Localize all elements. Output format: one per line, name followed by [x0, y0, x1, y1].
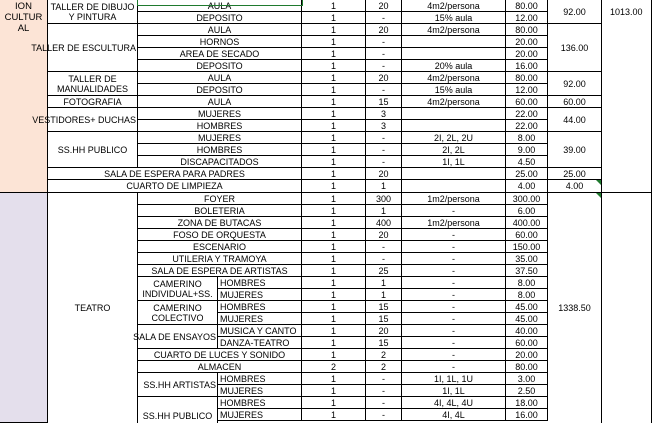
cell-area[interactable]: 400.00: [506, 217, 548, 229]
cell-area[interactable]: 18.00: [506, 397, 548, 409]
cell-capacidad[interactable]: 400: [366, 217, 402, 229]
cell-area[interactable]: 80.00: [506, 0, 548, 12]
cell-cantidad[interactable]: 1: [302, 60, 366, 72]
cell-area[interactable]: 45.00: [506, 313, 548, 325]
cell-ambiente[interactable]: AULA: [138, 96, 302, 108]
cell-area[interactable]: 8.00: [506, 289, 548, 301]
cell-cantidad[interactable]: 1: [302, 36, 366, 48]
cell-capacidad[interactable]: 20: [366, 168, 402, 180]
cell-capacidad[interactable]: -: [366, 241, 402, 253]
cell-area[interactable]: 80.00: [506, 361, 548, 373]
cell-cantidad[interactable]: 1: [302, 120, 366, 132]
cell-area[interactable]: 4.50: [506, 156, 548, 168]
cell-area[interactable]: 8.00: [506, 277, 548, 289]
group-cell-vestidores[interactable]: [32, 108, 138, 132]
cell-ambiente[interactable]: AULA: [138, 72, 302, 84]
cell-category-subtotal-teatro[interactable]: 1338.50: [548, 193, 602, 423]
cell-cantidad[interactable]: 1: [302, 96, 366, 108]
cell-area[interactable]: 150.00: [506, 241, 548, 253]
cell-area[interactable]: 6.00: [506, 205, 548, 217]
cell-cantidad[interactable]: 1: [302, 132, 366, 144]
cell-area[interactable]: 80.00: [506, 72, 548, 84]
group-label: SALA DE ENSAYOS: [133, 331, 216, 342]
group-label: SS.HH ARTISTAS: [143, 379, 216, 390]
cell-area[interactable]: 16.00: [506, 409, 548, 421]
cell-indice[interactable]: 4I, 4L, 4U: [402, 397, 506, 409]
cell-cantidad[interactable]: 1: [302, 12, 366, 24]
cell-capacidad[interactable]: -: [366, 84, 402, 96]
cell-cantidad[interactable]: 1: [302, 301, 366, 313]
group-cell-escultura[interactable]: [31, 24, 138, 72]
group-cell-fotografia[interactable]: FOTOGRAFIA: [48, 96, 138, 108]
cell-indice[interactable]: [402, 36, 506, 48]
group-cell-sala-ensayos[interactable]: [133, 325, 218, 349]
cell-indice[interactable]: 20% aula: [402, 60, 506, 72]
category-label: TEATRO: [74, 303, 111, 313]
cell-indice[interactable]: 2I, 2L, 2U: [402, 132, 506, 144]
cell-ambiente[interactable]: DEPOSITO: [138, 12, 302, 24]
group-cell-camerino-individual[interactable]: [138, 277, 218, 301]
cell-area[interactable]: 60.00: [506, 96, 548, 108]
cell-indice[interactable]: 15% aula: [402, 12, 506, 24]
group-cell-camerino-colectivo[interactable]: [138, 301, 218, 325]
cell-cantidad[interactable]: 1: [302, 24, 366, 36]
cell-indice[interactable]: 1I, 1L, 1U: [402, 373, 506, 385]
cell-capacidad[interactable]: 1: [366, 205, 402, 217]
cell-cantidad[interactable]: 1: [302, 205, 366, 217]
group-label: SS.HH PUBLICO: [142, 411, 213, 421]
cell-ambiente[interactable]: BOLETERIA: [138, 205, 302, 217]
cell-area[interactable]: 35.00: [506, 253, 548, 265]
cell-area[interactable]: 300.00: [506, 193, 548, 205]
cell-subtotal[interactable]: 136.00: [548, 24, 602, 72]
cell-area[interactable]: 37.50: [506, 265, 548, 277]
cell-capacidad[interactable]: -: [366, 156, 402, 168]
cell-cantidad[interactable]: 1: [302, 156, 366, 168]
category-cell-cultural[interactable]: [0, 0, 48, 193]
cell-area[interactable]: 9.00: [506, 144, 548, 156]
cell-indice[interactable]: -: [402, 349, 506, 361]
cell-area[interactable]: 12.00: [506, 12, 548, 24]
cell-cantidad[interactable]: 1: [302, 289, 366, 301]
comment-marker-icon: [596, 193, 601, 198]
comment-marker-icon: [596, 180, 601, 185]
cell-ambiente[interactable]: DANZA-TEATRO: [218, 337, 302, 349]
cell-cantidad[interactable]: 1: [302, 325, 366, 337]
total-value: 1013.00: [610, 7, 643, 17]
cell-ambiente[interactable]: MUJERES: [218, 409, 302, 421]
group-cell-sshh-artistas[interactable]: [138, 373, 218, 397]
cell-area[interactable]: 40.00: [506, 325, 548, 337]
cell-ambiente[interactable]: MUSICA Y CANTO: [218, 325, 302, 337]
cell-area[interactable]: 80.00: [506, 24, 548, 36]
cell-cantidad[interactable]: 1: [302, 0, 366, 12]
cell-cantidad[interactable]: 1: [302, 373, 366, 385]
cell-indice[interactable]: -: [402, 325, 506, 337]
cell-capacidad[interactable]: 1: [366, 180, 402, 193]
cell-ambiente[interactable]: HOMBRES: [138, 144, 302, 156]
cell-subtotal[interactable]: 60.00: [548, 96, 602, 108]
cell-area[interactable]: 20.00: [506, 349, 548, 361]
group-label: TALLER DE DIBUJO Y PINTURA: [50, 1, 135, 22]
cell-cantidad[interactable]: 1: [302, 48, 366, 60]
category-label: ION CULTUR AL: [4, 1, 43, 34]
cell-cantidad[interactable]: 1: [302, 253, 366, 265]
cell-indice[interactable]: [402, 168, 506, 180]
cell-capacidad[interactable]: -: [366, 36, 402, 48]
cell-ambiente[interactable]: HOMBRES: [218, 301, 302, 313]
cell-capacidad[interactable]: -: [366, 385, 402, 397]
cell-indice[interactable]: -: [402, 289, 506, 301]
cell-indice[interactable]: -: [402, 277, 506, 289]
cell-capacidad[interactable]: 15: [366, 96, 402, 108]
cell-ambiente[interactable]: MUJERES: [218, 313, 302, 325]
cell-cantidad[interactable]: 1: [302, 108, 366, 120]
category-cell-teatro[interactable]: [0, 193, 48, 423]
cell-cantidad[interactable]: 1: [302, 168, 366, 180]
cell-capacidad[interactable]: -: [366, 48, 402, 60]
cell-indice[interactable]: 4I, 4L: [402, 409, 506, 421]
group-label: TALLER DE MANUALIDADES: [56, 73, 128, 94]
cell-capacidad[interactable]: -: [366, 144, 402, 156]
cell-indice[interactable]: [402, 180, 506, 193]
cell-sala-espera-padres[interactable]: SALA DE ESPERA PARA PADRES: [48, 168, 302, 180]
cell-capacidad[interactable]: -: [366, 60, 402, 72]
cell-indice[interactable]: -: [402, 241, 506, 253]
cell-capacidad[interactable]: -: [366, 373, 402, 385]
group-label: CAMERINO COLECTIVO: [151, 302, 204, 323]
cell-subtotal[interactable]: 44.00: [548, 108, 602, 132]
cell-ambiente[interactable]: FOYER: [138, 193, 302, 205]
cell-capacidad[interactable]: 2: [366, 361, 402, 373]
cell-subtotal[interactable]: 4.00: [548, 180, 602, 193]
cell-capacidad[interactable]: -: [366, 409, 402, 421]
cell-ambiente[interactable]: AREA DE SECADO: [138, 48, 302, 60]
group-cell-sshh-publico-teatro[interactable]: [138, 397, 218, 423]
cell-ambiente[interactable]: HOMBRES: [218, 277, 302, 289]
cell-capacidad[interactable]: -: [366, 397, 402, 409]
cell-area[interactable]: 20.00: [506, 36, 548, 48]
cell-cantidad[interactable]: 1: [302, 337, 366, 349]
cell-cantidad[interactable]: 1: [302, 409, 366, 421]
cell-subtotal[interactable]: 92.00: [548, 0, 602, 24]
cell-ambiente[interactable]: AULA: [138, 24, 302, 36]
cell-area[interactable]: 4.00: [506, 180, 548, 193]
cell-cantidad[interactable]: 1: [302, 265, 366, 277]
cell-category-total[interactable]: [602, 0, 652, 193]
category-label-teatro[interactable]: [48, 193, 138, 423]
cell-cantidad[interactable]: 1: [302, 313, 366, 325]
cell-cantidad[interactable]: 1: [302, 217, 366, 229]
cell-ambiente[interactable]: HOMBRES: [218, 373, 302, 385]
cell-capacidad[interactable]: 20: [366, 325, 402, 337]
cell-capacidad[interactable]: 15: [366, 301, 402, 313]
cell-cuarto-limpieza[interactable]: CUARTO DE LIMPIEZA: [48, 180, 302, 193]
cell-capacidad[interactable]: 20: [366, 0, 402, 12]
cell-cantidad[interactable]: 1: [302, 144, 366, 156]
cell-ambiente[interactable]: UTILERIA Y TRAMOYA: [138, 253, 302, 265]
group-label: VESTIDORES+ DUCHAS: [32, 114, 136, 125]
cell-cantidad[interactable]: 1: [302, 229, 366, 241]
cell-capacidad[interactable]: 300: [366, 193, 402, 205]
cell-capacidad[interactable]: 25: [366, 265, 402, 277]
cell-ambiente[interactable]: ESCENARIO: [138, 241, 302, 253]
cell-capacidad[interactable]: 1: [366, 277, 402, 289]
cell-indice[interactable]: 2I, 2L: [402, 144, 506, 156]
cell-area[interactable]: 22.00: [506, 108, 548, 120]
cell-ambiente[interactable]: DISCAPACITADOS: [138, 156, 302, 168]
cell-indice[interactable]: -: [402, 337, 506, 349]
cell-indice[interactable]: -: [402, 229, 506, 241]
cell-ambiente[interactable]: ZONA DE BUTACAS: [138, 217, 302, 229]
cell-capacidad[interactable]: 20: [366, 229, 402, 241]
cell-indice[interactable]: 4m2/persona: [402, 0, 506, 12]
cell-area[interactable]: 12.00: [506, 84, 548, 96]
cell-ambiente[interactable]: MUJERES: [138, 108, 302, 120]
cell-ambiente[interactable]: CUARTO DE LUCES Y SONIDO: [138, 349, 302, 361]
cell-capacidad[interactable]: -: [366, 12, 402, 24]
cell-indice[interactable]: 4m2/persona: [402, 24, 506, 36]
cell-indice[interactable]: [402, 108, 506, 120]
cell-cantidad[interactable]: 1: [302, 72, 366, 84]
cell-cantidad[interactable]: 1: [302, 241, 366, 253]
cell-ambiente[interactable]: SALA DE ESPERA DE ARTISTAS: [138, 265, 302, 277]
group-cell-dibujo[interactable]: [48, 0, 138, 24]
cell-ambiente[interactable]: DEPOSITO: [138, 60, 302, 72]
cell-ambiente[interactable]: DEPOSITO: [138, 84, 302, 96]
cell-indice[interactable]: 1m2/persona: [402, 193, 506, 205]
selection-box: [137, 0, 303, 6]
cell-cantidad[interactable]: 2: [302, 361, 366, 373]
cell-cantidad[interactable]: 1: [302, 193, 366, 205]
cell-area[interactable]: 2.50: [506, 385, 548, 397]
cell-ambiente[interactable]: MUJERES: [218, 289, 302, 301]
cell-empty[interactable]: [602, 193, 652, 423]
cell-area[interactable]: 60.00: [506, 337, 548, 349]
cell-subtotal[interactable]: 92.00: [548, 72, 602, 96]
cell-ambiente[interactable]: MUJERES: [138, 132, 302, 144]
cell-indice[interactable]: 4m2/persona: [402, 96, 506, 108]
cell-ambiente[interactable]: FOSO DE ORQUESTA: [138, 229, 302, 241]
cell-cantidad[interactable]: 1: [302, 277, 366, 289]
cell-area[interactable]: 45.00: [506, 301, 548, 313]
cell-area[interactable]: 25.00: [506, 168, 548, 180]
cell-subtotal[interactable]: 25.00: [548, 168, 602, 180]
cell-capacidad[interactable]: 1: [366, 289, 402, 301]
cell-capacidad[interactable]: -: [366, 132, 402, 144]
cell-capacidad[interactable]: 20: [366, 24, 402, 36]
cell-cantidad[interactable]: 1: [302, 180, 366, 193]
group-label: TALLER DE ESCULTURA: [31, 42, 136, 53]
cell-indice[interactable]: 15% aula: [402, 84, 506, 96]
cell-ambiente[interactable]: MUJERES: [218, 385, 302, 397]
cell-indice[interactable]: -: [402, 253, 506, 265]
cell-indice[interactable]: 1I, 1L: [402, 385, 506, 397]
cell-capacidad[interactable]: 15: [366, 313, 402, 325]
cell-indice[interactable]: [402, 120, 506, 132]
cell-ambiente[interactable]: HORNOS: [138, 36, 302, 48]
group-label: CAMERINO INDIVIDUAL+SS.: [142, 278, 213, 299]
cell-ambiente[interactable]: HOMBRES: [218, 397, 302, 409]
cell-area[interactable]: 3.00: [506, 373, 548, 385]
cell-capacidad[interactable]: 20: [366, 72, 402, 84]
group-cell-sshh-publico[interactable]: SS.HH PUBLICO: [48, 132, 138, 168]
cell-indice[interactable]: [402, 48, 506, 60]
cell-capacidad[interactable]: 15: [366, 337, 402, 349]
cell-ambiente[interactable]: ALMACEN: [138, 361, 302, 373]
cell-indice[interactable]: -: [402, 361, 506, 373]
cell-indice[interactable]: 1m2/persona: [402, 217, 506, 229]
cell-area[interactable]: 22.00: [506, 120, 548, 132]
cell-capacidad[interactable]: 2: [366, 349, 402, 361]
cell-cantidad[interactable]: 1: [302, 349, 366, 361]
cell-area[interactable]: 8.00: [506, 132, 548, 144]
cell-indice[interactable]: 1I, 1L: [402, 156, 506, 168]
cell-cantidad[interactable]: 1: [302, 84, 366, 96]
cell-cantidad[interactable]: 1: [302, 385, 366, 397]
cell-capacidad[interactable]: 3: [366, 120, 402, 132]
cell-area[interactable]: 20.00: [506, 48, 548, 60]
cell-capacidad[interactable]: -: [366, 253, 402, 265]
cell-indice[interactable]: -: [402, 265, 506, 277]
cell-capacidad[interactable]: 3: [366, 108, 402, 120]
cell-indice[interactable]: 4m2/persona: [402, 72, 506, 84]
cell-area[interactable]: 60.00: [506, 229, 548, 241]
cell-indice[interactable]: -: [402, 205, 506, 217]
cell-indice[interactable]: -: [402, 301, 506, 313]
cell-ambiente[interactable]: AULA: [138, 0, 302, 12]
cell-cantidad[interactable]: 1: [302, 397, 366, 409]
cell-subtotal[interactable]: 39.00: [548, 132, 602, 168]
cell-ambiente[interactable]: HOMBRES: [138, 120, 302, 132]
group-cell-manualidades[interactable]: [48, 72, 138, 96]
cell-area[interactable]: 16.00: [506, 60, 548, 72]
cell-indice[interactable]: -: [402, 313, 506, 325]
